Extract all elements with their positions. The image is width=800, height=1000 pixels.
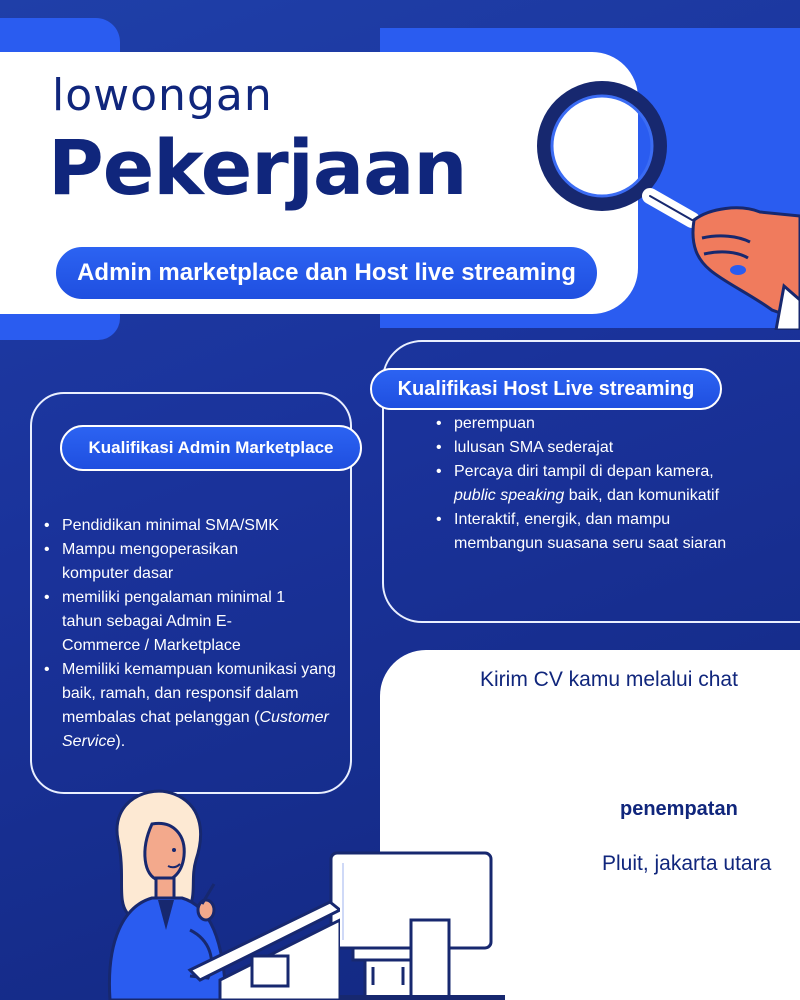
placement-value: Pluit, jakarta utara [602,852,772,875]
positions-text: Admin marketplace dan Host live streaming [77,259,576,286]
positions-pill [54,245,599,301]
computer-illustration [315,845,505,1000]
host-heading: Kualifikasi Host Live streaming [397,377,695,400]
list-item: • memiliki pengalaman minimal 1 tahun sebagai Admin E-Commerce / Marketplace [40,586,340,658]
host-heading-pill [370,368,722,410]
title-small: lowongan [52,70,273,121]
hand-illustration [680,190,800,330]
woman-illustration [40,780,340,1000]
list-item: • Pendidikan minimal SMA/SMK [40,514,340,538]
list-item: • lulusan SMA sederajat [432,436,762,460]
list-item: • Interaktif, energik, dan mampu membangun suasana seru saat siaran [432,508,762,556]
list-item: • perempuan [432,412,762,436]
list-item: • Percaya diri tampil di depan kamera, public speaking baik, dan komunikatif [432,460,762,508]
title-big: Pekerjaan [48,123,467,212]
admin-heading: Kualifikasi Admin Marketplace [88,438,334,457]
admin-heading-pill [60,425,362,471]
host-requirements-list [432,412,762,556]
list-item: • Memiliki kemampuan komunikasi yang baik, ramah, dan responsif dalam membalas chat pelanggan (Customer Service). [40,658,340,754]
cv-instruction: Kirim CV kamu melalui chat [480,668,738,691]
placement-label: penempatan [620,798,738,820]
admin-requirements-list [40,514,340,754]
list-item: • Mampu mengoperasikan komputer dasar [40,538,340,586]
